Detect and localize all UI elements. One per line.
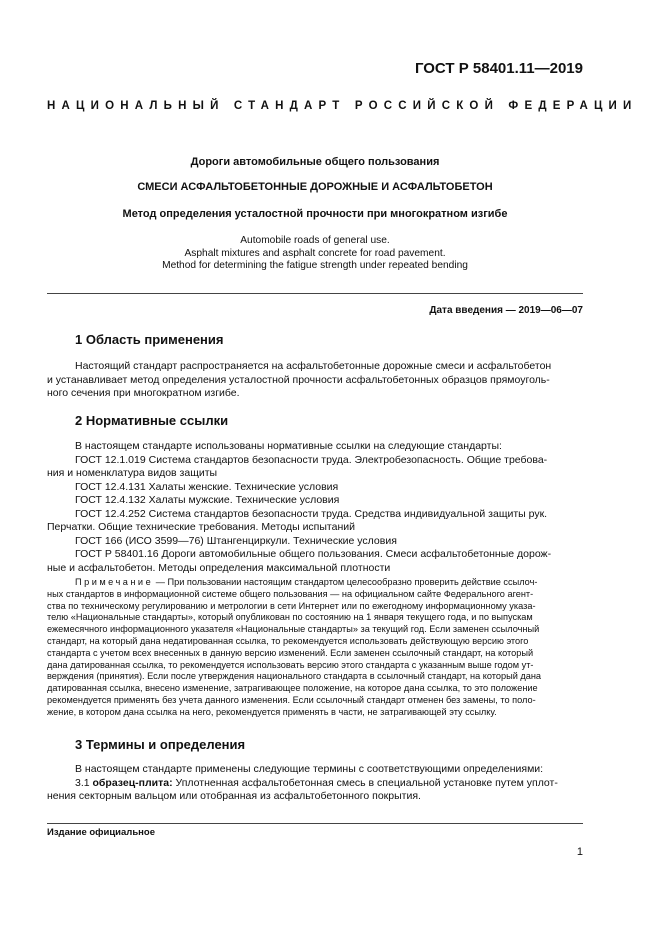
note-line: стандарта с учетом всех внесенных в данную версию изменений. Если заменен ссылочный стандарт, на который <box>47 647 534 658</box>
note-text: — При пользовании настоящим стандартом целесообразно проверить действие ссылоч- <box>153 577 538 587</box>
note-line: ства по техническому регулированию и метрологии в сети Интернет или по ежегодному информационному указа- <box>47 600 536 611</box>
text-line: ГОСТ 166 (ИСО 3599—76) Штангенциркули. Технические условия <box>75 534 397 547</box>
text-line: ного сечения при многократном изгибе. <box>47 387 240 399</box>
note-line: ных стандартов в информационной системе общего пользования — на официальном сайте Федерального агент- <box>47 588 534 599</box>
title-line-2: СМЕСИ АСФАЛЬТОБЕТОННЫЕ ДОРОЖНЫЕ И АСФАЛЬТОБЕТОН <box>137 181 493 193</box>
official-edition-label: Издание официальное <box>47 827 155 838</box>
page-number: 1 <box>576 846 583 858</box>
english-title-line: Method for determining the fatigue strength under repeated bending <box>162 260 468 271</box>
text-line: ГОСТ Р 58401.16 Дороги автомобильные общего пользования. Смеси асфальтобетонные дорож- <box>75 548 552 560</box>
text-line: ГОСТ 12.4.252 Система стандартов безопасности труда. Средства индивидуальной защиты рук. <box>75 507 548 520</box>
text-line: В настоящем стандарте применены следующие термины с соответствующими определениями: <box>75 763 544 775</box>
english-title <box>47 235 583 273</box>
section-2-text <box>47 440 583 575</box>
text-line: ГОСТ 12.4.132 Халаты мужские. Технические условия <box>75 494 340 506</box>
title-line-1: Дороги автомобильные общего пользования <box>190 156 440 168</box>
text-line: ГОСТ 12.1.019 Система стандартов безопасности труда. Электробезопасность. Общие требова- <box>75 453 548 466</box>
note-line: верждения (принятия). Если после утверждения национального стандарта в ссылочный стандарт, на который дана <box>47 671 542 682</box>
note-line: стандарт, на который дана недатированная ссылка, то рекомендуется использовать действующую версию этого <box>47 635 529 646</box>
term-number: 3.1 <box>75 776 93 789</box>
national-standard-banner: НАЦИОНАЛЬНЫЙ СТАНДАРТ РОССИЙСКОЙ ФЕДЕРАЦИИ <box>47 100 638 112</box>
text-line: и устанавливает метод определения усталостной прочности асфальтобетонных образцов прямоуголь- <box>47 373 550 386</box>
text-line: В настоящем стандарте использованы нормативные ссылки на следующие стандарты: <box>75 440 502 452</box>
english-title-line: Asphalt mixtures and asphalt concrete for road pavement. <box>184 247 446 259</box>
section-3-text <box>47 763 583 804</box>
section-2-heading: 2 Нормативные ссылки <box>75 413 229 428</box>
text-line: ные и асфальтобетон. Методы определения максимальной плотности <box>47 561 391 574</box>
footer-divider <box>47 823 583 824</box>
note-line: телю «Национальные стандарты», который опубликован по состоянию на 1 января текущего года, и по выпускам <box>47 612 533 623</box>
text-line: ГОСТ 12.4.131 Халаты женские. Технические условия <box>75 480 339 493</box>
section-1-text <box>47 360 583 401</box>
note-line: рекомендуется применять без учета данного изменения. Если ссылочный стандарт отменен без замены, то поло- <box>47 694 536 705</box>
term-line <box>47 777 583 791</box>
note-line: ежемесячного информационного указателя «Национальные стандарты» за текущий год. Если заменен ссылочный <box>47 624 540 635</box>
note-label: Примечание <box>75 577 154 587</box>
text-line: Перчатки. Общие технические требования. Методы испытаний <box>47 521 355 533</box>
term-name: образец-плита: <box>92 776 173 789</box>
note-line: дана датированная ссылка, то рекомендуется использовать версию этого стандарта с указанным выше годом ут- <box>47 659 534 670</box>
gost-number: ГОСТ Р 58401.11—2019 <box>414 60 583 77</box>
english-title-line: Automobile roads of general use. <box>240 235 390 246</box>
text-line: нения секторным вальцом или отобранная из асфальтобетонного покрытия. <box>47 790 421 802</box>
section-2-note <box>47 577 583 719</box>
text-line: ния и номенклатура видов защиты <box>47 467 218 479</box>
term-definition: Уплотненная асфальтобетонная смесь в специальной установке путем уплот- <box>172 776 558 789</box>
header-divider <box>47 293 583 294</box>
note-line <box>47 577 583 589</box>
section-1-heading: 1 Область применения <box>75 332 224 347</box>
text-line: Настоящий стандарт распространяется на асфальтобетонные дорожные смеси и асфальтобетон <box>75 360 552 372</box>
note-line: датированная ссылка, внесено изменение, затрагивающее положение, на которое дана ссылка, то это положение <box>47 683 538 694</box>
section-3-heading: 3 Термины и определения <box>75 737 246 752</box>
note-line: жение, в котором дана ссылка на него, рекомендуется применять в части, не затрагивающей эту ссылку. <box>47 706 497 717</box>
title-line-3: Метод определения усталостной прочности при многократном изгибе <box>122 208 508 220</box>
introduction-date: Дата введения — 2019—06—07 <box>429 305 583 316</box>
